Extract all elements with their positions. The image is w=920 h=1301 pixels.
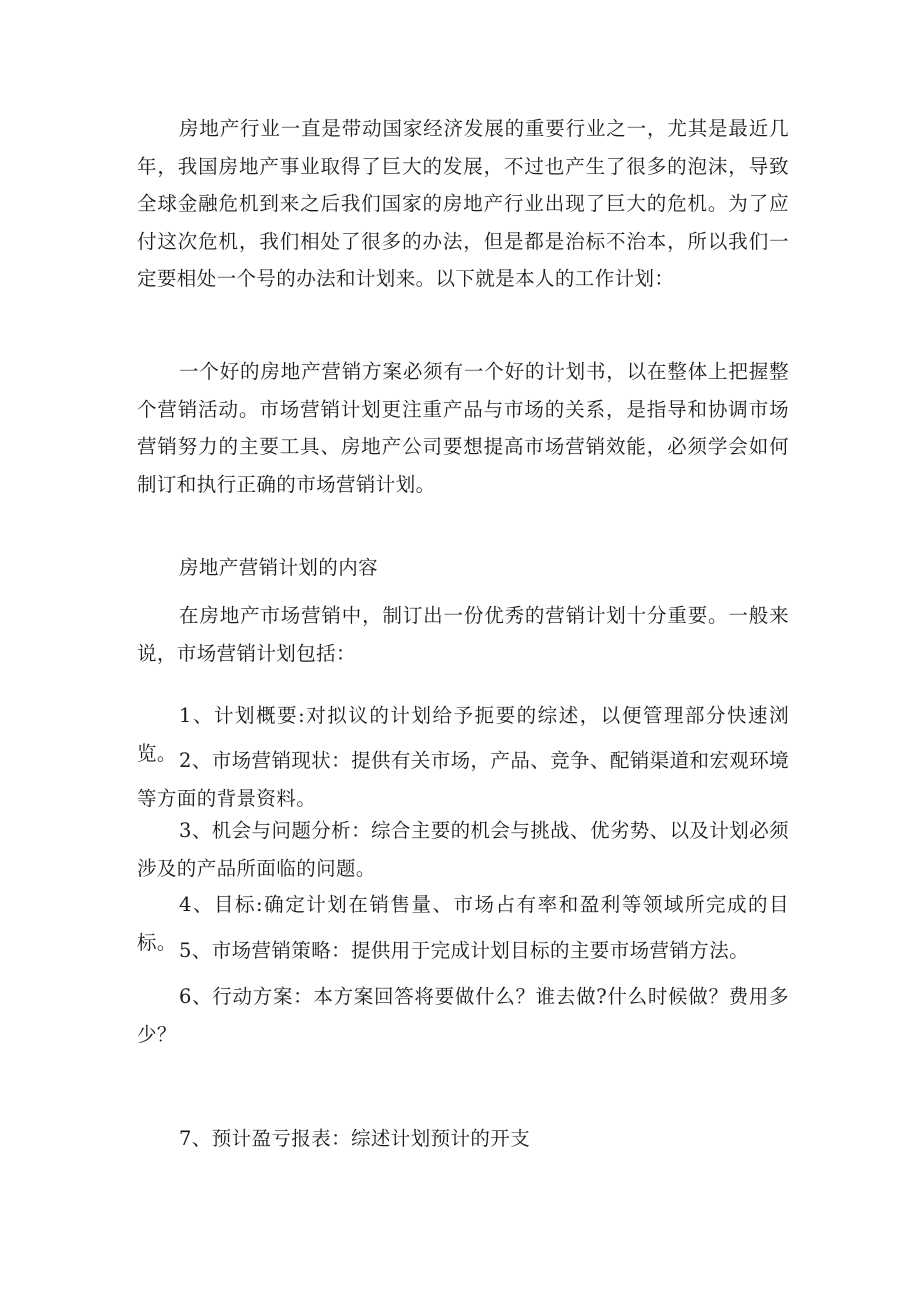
paragraph-plan-overview: 一个好的房地产营销方案必须有一个好的计划书，以在整体上把握整个营销活动。市场营销计划更注重产品与市场的关系，是指导和协调市场营销努力的主要工具、房地产公司要想提高市场营销效能，必须学会如何制订和执行正确的市场营销计划。 bbox=[137, 360, 789, 496]
list-item-6: 6、行动方案：本方案回答将要做什么？谁去做?什么时候做？费用多少？ bbox=[137, 985, 789, 1046]
list-item-4: 4、目标:确定计划在销售量、市场占有率和盈利等领域所完成的目标。 bbox=[137, 893, 789, 954]
list-item-1: 1、计划概要:对拟议的计划给予扼要的综述，以便管理部分快速浏览。 bbox=[137, 704, 789, 765]
list-item-5: 5、市场营销策略：提供用于完成计划目标的主要市场营销方法。 bbox=[179, 939, 750, 962]
paragraph-intro: 房地产行业一直是带动国家经济发展的重要行业之一，尤其是最近几年，我国房地产事业取得了巨大的发展，不过也产生了很多的泡沫，导致全球金融危机到来之后我们国家的房地产行业出现了巨大的危机。为了应付这次危机，我们相处了很多的办法，但是都是治标不治本，所以我们一定要相处一个号的办法和计划来。以下就是本人的工作计划： bbox=[137, 117, 789, 290]
list-item-2: 2、市场营销现状：提供有关市场，产品、竞争、配销渠道和宏观环境等方面的背景资料。 bbox=[137, 749, 789, 810]
list-item-7: 7、预计盈亏报表：综述计划预计的开支 bbox=[179, 1127, 531, 1150]
section-heading: 房地产营销计划的内容 bbox=[179, 556, 379, 579]
paragraph-plan-importance: 在房地产市场营销中，制订出一份优秀的营销计划十分重要。一般来说，市场营销计划包括： bbox=[137, 604, 789, 665]
list-item-3: 3、机会与问题分析：综合主要的机会与挑战、优劣势、以及计划必须涉及的产品所面临的问题。 bbox=[137, 819, 789, 880]
